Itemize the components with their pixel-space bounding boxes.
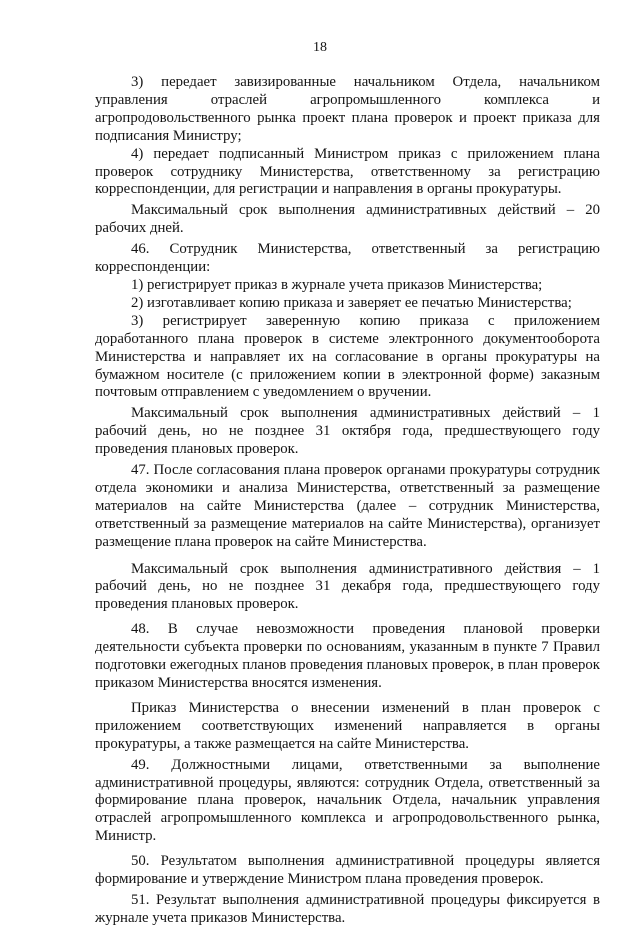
paragraph-46-item-3: 3) регистрирует заверенную копию приказа с приложением доработанного плана проверок в системе электронного документооборота Министерства и направляет их на согласование в органы прокуратуры на бумажном носителе (с приложением копии в электронной форме) заказным почтовым отправлением с уведомлением о вручении. [95,312,600,401]
paragraph-item-4-transfer: 4) передает подписанный Министром приказ с приложением плана проверок сотруднику Министерства, ответственному за регистрацию корреспонденции, для регистрации и направления в органы прокуратуры. [95,145,600,198]
paragraph-deadline-20-days: Максимальный срок выполнения административных действий – 20 рабочих дней. [95,202,600,237]
paragraph-item-3-approval: 3) передает завизированные начальником Отдела, начальником управления отраслей агропромышленного комплекса и агропродовольственного рынка проект плана проверок и проект приказа для подписания Министру; [95,74,600,144]
paragraph-deadline-december: Максимальный срок выполнения административного действия – 1 рабочий день, но не позднее 31 декабря года, предшествующего году проведения плановых проверок. [95,560,600,613]
paragraph-48-changes: 48. В случае невозможности проведения плановой проверки деятельности субъекта проверки по основаниям, указанным в пункте 7 Правил подготовки ежегодных планов проведения плановых проверок, в план проверок приказом Министерства вносятся изменения. [95,621,600,691]
paragraph-47-publication: 47. После согласования плана проверок органами прокуратуры сотрудник отдела экономики и анализа Министерства, ответственный за размещение материалов на сайте Министерства (далее – сотрудник Министерства, ответственный за размещение материалов на сайте Министерства), организует размещение плана проверок на сайте Министерства. [95,462,600,550]
page-number: 18 [313,40,327,55]
paragraph-51-record: 51. Результат выполнения административной процедуры фиксируется в журнале учета приказов Министерства. [95,891,600,926]
paragraph-deadline-october: Максимальный срок выполнения административных действий – 1 рабочий день, но не позднее 31 октября года, предшествующего году проведения плановых проверок. [95,405,600,458]
paragraph-50-result: 50. Результатом выполнения административной процедуры является формирование и утверждение Министром плана проведения проверок. [95,853,600,888]
paragraph-46-registrar: 46. Сотрудник Министерства, ответственный за регистрацию корреспонденции: [95,241,600,276]
paragraph-46-item-1: 1) регистрирует приказ в журнале учета приказов Министерства; [131,276,543,293]
paragraph-order-changes: Приказ Министерства о внесении изменений в план проверок с приложением соответствующих изменений направляется в органы прокуратуры, а также размещается на сайте Министерства. [95,699,600,752]
paragraph-49-officials: 49. Должностными лицами, ответственными за выполнение административной процедуры, являются: сотрудник Отдела, ответственный за формирование плана проверок, начальник Отдела, начальник управления отраслей агропромышленного комплекса и агропродовольственного рынка, Министр. [95,756,600,845]
document-body [95,74,600,928]
paragraph-46-item-2: 2) изготавливает копию приказа и заверяет ее печатью Министерства; [131,294,572,311]
